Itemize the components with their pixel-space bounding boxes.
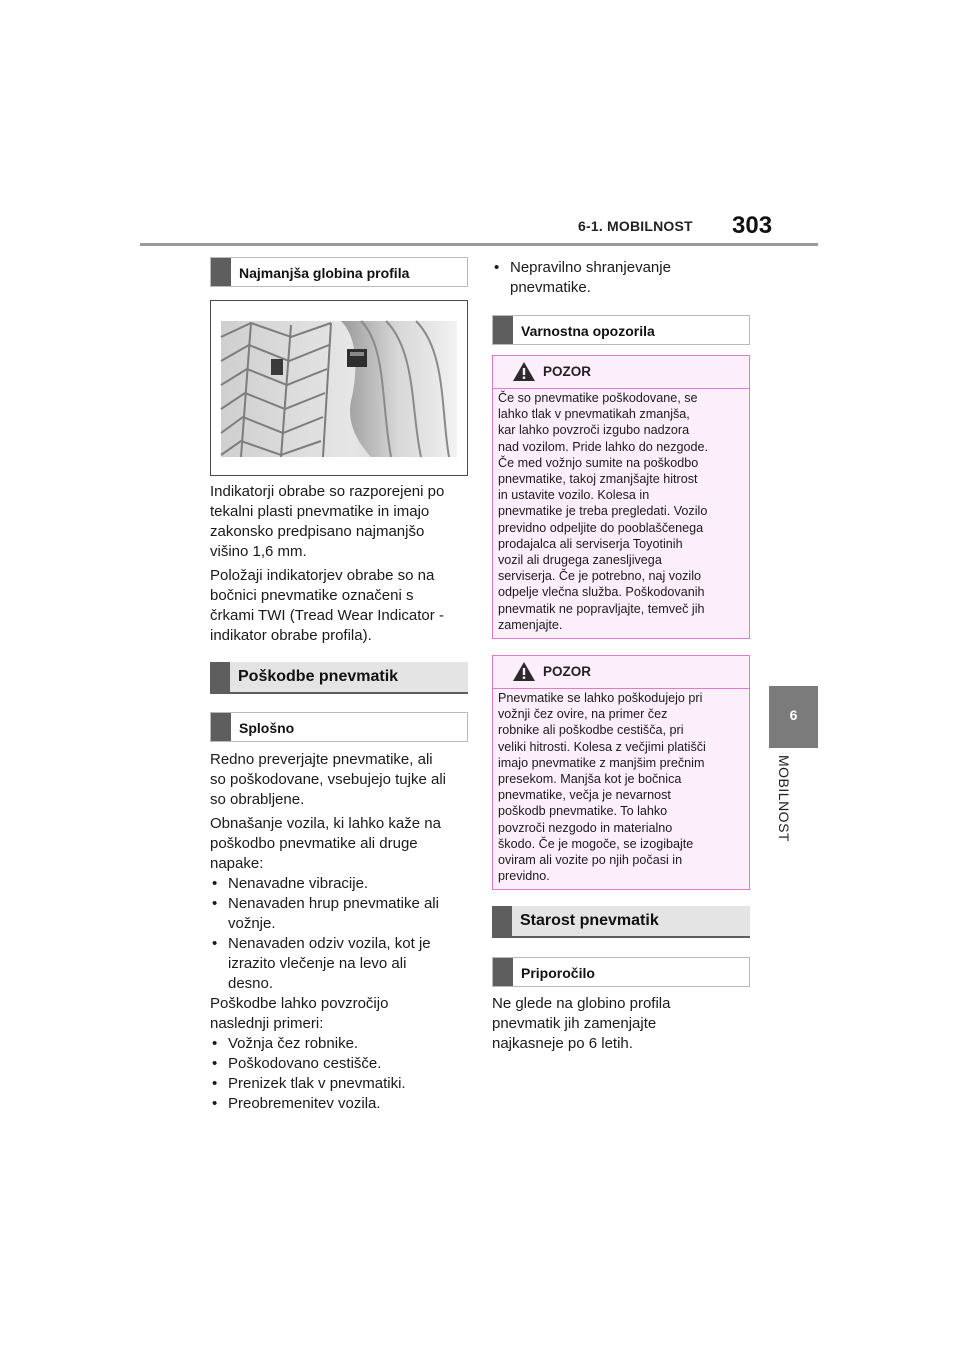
- paragraph-damage-causes: [210, 994, 472, 1034]
- text-line: škodo. Če je mogoče, se izogibajte: [498, 836, 694, 851]
- warning-text: [498, 390, 743, 633]
- text-line: napake:: [210, 855, 264, 872]
- text-line: zakonsko predpisano najmanjšo: [210, 523, 425, 540]
- text-line: naslednji primeri:: [210, 1015, 324, 1032]
- text-line: veliki hitrosti. Kolesa z večjimi platišči: [498, 739, 706, 754]
- warning-triangle-icon: [512, 361, 536, 382]
- text-line: Če so pnevmatike poškodovane, se: [498, 391, 698, 405]
- text-line: so poškodovane, vsebujejo tujke ali: [210, 771, 446, 788]
- heading-marker: [493, 958, 513, 986]
- chapter-number: 6: [789, 707, 798, 723]
- text-line: robnike ali poškodbe cestišča, pri: [498, 723, 684, 738]
- heading-text: Varnostna opozorila: [521, 323, 655, 339]
- text-line: odpelje vlečna služba. Poškodovanih: [498, 585, 705, 600]
- text-line: lahko tlak v pnevmatikah zmanjša,: [498, 407, 690, 422]
- text-line: pnevmatike, takoj zmanjšajte hitrost: [498, 472, 698, 487]
- text-line: Poškodbe lahko povzročijo: [210, 995, 389, 1012]
- heading-text: Starost pnevmatik: [520, 912, 659, 929]
- text-line: desno.: [228, 975, 274, 992]
- text-line: presekom. Manjša kot je bočnica: [498, 772, 682, 787]
- text-line: Preobremenitev vozila.: [228, 1095, 381, 1112]
- text-line: prodajalca ali serviserja Toyotinih: [498, 536, 683, 551]
- text-line: Nenavadne vibracije.: [228, 875, 369, 892]
- list-item: • Nepravilno shranjevanje pnevmatike.: [494, 258, 756, 298]
- header-rule: [140, 243, 818, 246]
- heading-min-tread-depth: [210, 257, 468, 287]
- text-line: pnevmatik ne popravljajte, temveč jih: [498, 601, 705, 616]
- text-line: zamenjajte.: [498, 617, 563, 632]
- paragraph-vehicle-behavior: [210, 814, 472, 874]
- chapter-tab[interactable]: [769, 686, 818, 748]
- text-line: kar lahko povzroči izgubo nadzora: [498, 423, 690, 438]
- heading-marker: [492, 906, 512, 936]
- text-line: Nepravilno shranjevanje: [510, 259, 671, 276]
- text-line: Poškodovano cestišče.: [228, 1055, 382, 1072]
- paragraph-indicator-positions: [210, 566, 472, 646]
- list-item: • Nenavaden odziv vozila, kot je izrazito vlečenje na levo ali desno.: [212, 934, 474, 994]
- text-line: serviserja. Če je potrebno, naj vozilo: [498, 569, 702, 584]
- list-item: • Nenavadne vibracije.: [212, 874, 474, 894]
- text-line: previdno odpeljite do pooblaščenega: [498, 520, 704, 535]
- bullet-list-symptoms: [212, 874, 474, 994]
- warning-title-bar: [493, 656, 749, 689]
- text-line: Vožnja čez robnike.: [228, 1035, 359, 1052]
- warning-triangle-icon: [512, 661, 536, 682]
- text-line: Prenizek tlak v pnevmatiki.: [228, 1075, 406, 1092]
- text-line: vozil ali drugega zanesljivega: [498, 553, 662, 568]
- text-line: indikator obrabe profila).: [210, 627, 372, 644]
- page-number: 303: [732, 212, 773, 239]
- text-line: višino 1,6 mm.: [210, 543, 307, 560]
- text-line: Pnevmatike se lahko poškodujejo pri: [498, 691, 703, 705]
- list-item: • Vožnja čez robnike.: [212, 1034, 474, 1054]
- text-line: Redno preverjajte pnevmatike, ali: [210, 751, 433, 768]
- text-line: Obnašanje vozila, ki lahko kaže na: [210, 815, 441, 832]
- tire-illustration: [210, 300, 468, 476]
- text-line: Položaji indikatorjev obrabe so na: [210, 567, 435, 584]
- heading-tire-age: [492, 906, 750, 938]
- warning-box-damaged-tires: [492, 355, 750, 639]
- heading-marker: [493, 316, 513, 344]
- heading-marker: [211, 258, 231, 286]
- text-line: izrazito vlečenje na levo ali: [228, 955, 407, 972]
- list-item: • Poškodovano cestišče.: [212, 1054, 474, 1074]
- text-line: imajo pnevmatike z manjšim prečnim: [498, 755, 705, 770]
- heading-recommendation: [492, 957, 750, 987]
- heading-general: [210, 712, 468, 742]
- text-line: bočnici pnevmatike označeni s: [210, 587, 414, 604]
- warning-label: POZOR: [543, 364, 592, 379]
- text-line: vožnji čez ovire, na primer čez: [498, 707, 668, 722]
- section-title: 6-1. MOBILNOST: [578, 218, 693, 234]
- tire-tread-image: [211, 301, 467, 475]
- paragraph-indicators: [210, 482, 472, 562]
- bullet-list-causes: [212, 1034, 474, 1114]
- heading-text: Poškodbe pnevmatik: [238, 668, 399, 685]
- text-line: in ustavite vozilo. Kolesa in: [498, 488, 650, 503]
- text-line: poškodb pnevmatike. To lahko: [498, 804, 668, 819]
- warning-text: [498, 690, 743, 884]
- text-line: so obrabljene.: [210, 791, 305, 808]
- text-line: pnevmatike je treba pregledati. Vozilo: [498, 504, 708, 519]
- heading-safety-warnings: [492, 315, 750, 345]
- warning-box-obstacles: [492, 655, 750, 890]
- text-line: oviram ali vozite po njih počasi in: [498, 853, 683, 868]
- paragraph-check-tires: [210, 750, 472, 810]
- heading-tire-damage: [210, 662, 468, 694]
- text-line: povzroči nezgodo in materialno: [498, 820, 673, 835]
- text-line: pnevmatike.: [510, 279, 591, 296]
- heading-marker: [211, 713, 231, 741]
- text-line: Indikatorji obrabe so razporejeni po: [210, 483, 445, 500]
- chapter-label: [776, 755, 816, 875]
- text-line: poškodbo pnevmatike ali druge: [210, 835, 418, 852]
- list-item: • Prenizek tlak v pnevmatiki.: [212, 1074, 474, 1094]
- text-line: pnevmatike, večja je nevarnost: [498, 788, 671, 803]
- list-item: • Preobremenitev vozila.: [212, 1094, 474, 1114]
- heading-text: Priporočilo: [521, 965, 595, 981]
- text-line: tekalni plasti pnevmatike in imajo: [210, 503, 430, 520]
- text-line: pnevmatik jih zamenjajte: [492, 1015, 657, 1032]
- chapter-label-text: MOBILNOST: [776, 755, 792, 842]
- paragraph-replace-tires: [492, 994, 754, 1054]
- bullet-list-storage: [494, 258, 756, 298]
- text-line: nad vozilom. Pride lahko do nezgode.: [498, 439, 709, 454]
- warning-label: POZOR: [543, 664, 592, 679]
- text-line: previdno.: [498, 869, 550, 884]
- text-line: najkasneje po 6 letih.: [492, 1035, 633, 1052]
- list-item: • Nenavaden hrup pnevmatike ali vožnje.: [212, 894, 474, 934]
- heading-text: Splošno: [239, 720, 295, 736]
- text-line: Nenavaden hrup pnevmatike ali: [228, 895, 439, 912]
- heading-marker: [210, 662, 230, 692]
- text-line: črkami TWI (Tread Wear Indicator -: [210, 607, 444, 624]
- text-line: Nenavaden odziv vozila, kot je: [228, 935, 431, 952]
- heading-text: Najmanjša globina profila: [239, 265, 410, 281]
- warning-title-bar: [493, 356, 749, 389]
- text-line: Ne glede na globino profila: [492, 995, 671, 1012]
- text-line: Če med vožnjo sumite na poškodbo: [498, 455, 699, 470]
- text-line: vožnje.: [228, 915, 276, 932]
